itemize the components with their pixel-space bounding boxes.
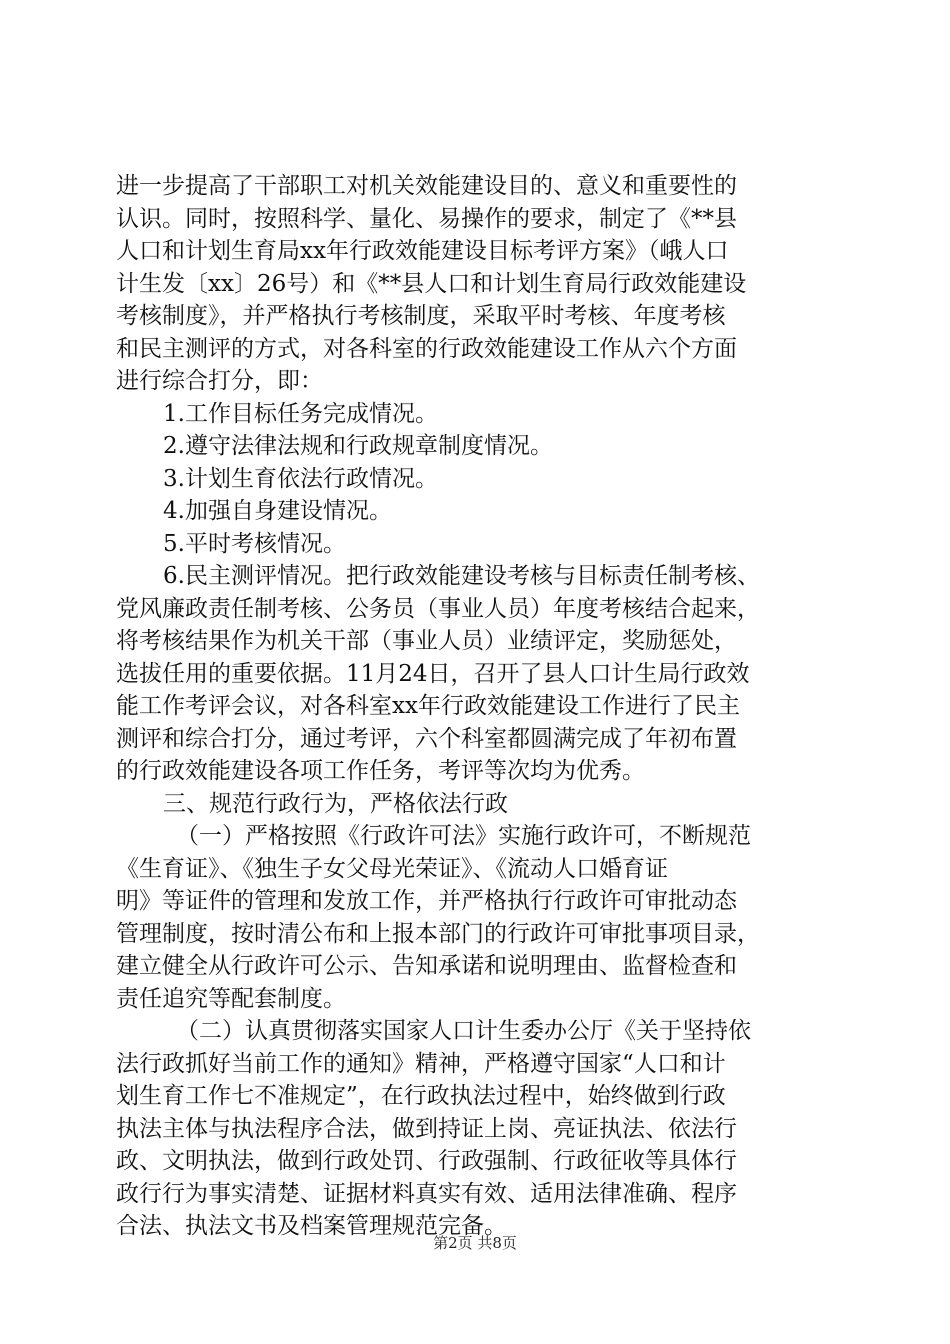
text-line: 明》等证件的管理和发放工作，并严格执行行政许可审批动态	[116, 888, 737, 914]
text-line: 执法主体与执法程序合法，做到持证上岗、亮证执法、依法行	[116, 1115, 737, 1142]
text-line: 建立健全从行政许可公示、告知承诺和说明理由、监督检查和	[116, 953, 737, 979]
text-line: 人口和计划生育局xx年行政效能建设目标考评方案》（峨人口	[116, 238, 729, 264]
text-line: 认识。同时，按照科学、量化、易操作的要求，制定了《**县	[116, 205, 737, 232]
text-line: 《生育证》、《独生子女父母光荣证》、《流动人口婚育证	[116, 855, 668, 882]
text-line: 党风廉政责任制考核、公务员（事业人员）年度考核结合起来，	[116, 595, 760, 622]
text-line: 政行行为事实清楚、证据材料真实有效、适用法律准确、程序	[116, 1180, 737, 1207]
paragraph-start: （一）严格按照《行政许可法》实施行政许可，不断规范	[176, 823, 751, 849]
section-heading: 三、规范行政行为，严格依法行政	[163, 790, 508, 817]
text-line: 管理制度，按时清公布和上报本部门的行政许可审批事项目录，	[116, 920, 760, 947]
text-line: 法行政抓好当前工作的通知》精神，严格遵守国家“人口和计	[116, 1050, 726, 1077]
list-item: 5.平时考核情况。	[163, 530, 346, 557]
list-item: 1.工作目标任务完成情况。	[163, 400, 438, 427]
text-line: 进一步提高了干部职工对机关效能建设目的、意义和重要性的	[116, 173, 737, 199]
text-line: 进行综合打分，即：	[116, 368, 323, 394]
text-line: 和民主测评的方式，对各科室的行政效能建设工作从六个方面	[116, 335, 737, 362]
list-item: 4.加强自身建设情况。	[163, 498, 392, 524]
list-item: 2.遵守法律法规和行政规章制度情况。	[163, 433, 553, 459]
text-line: 考核制度》，并严格执行考核制度，采取平时考核、年度考核	[116, 303, 726, 329]
paragraph-start: （二）认真贯彻落实国家人口计生委办公厅《关于坚持依	[176, 1018, 751, 1044]
text-line: 能工作考评会议，对各科室xx年行政效能建设工作进行了民主	[116, 693, 740, 719]
text-line: 合法、执法文书及档案管理规范完备。	[116, 1213, 507, 1239]
list-item: 6.民主测评情况。把行政效能建设考核与目标责任制考核、	[163, 563, 760, 589]
text-line: 的行政效能建设各项工作任务，考评等次均为优秀。	[116, 758, 645, 784]
text-line: 责任追究等配套制度。	[116, 985, 346, 1012]
text-line: 选拔任用的重要依据。11月24日，召开了县人口计生局行政效	[116, 660, 750, 687]
document-body	[116, 170, 838, 1243]
text-line: 划生育工作七不准规定”，在行政执法过程中，始终做到行政	[116, 1083, 726, 1109]
list-item: 3.计划生育依法行政情况。	[163, 465, 438, 492]
page-number-footer: 第2页 共8页	[433, 1234, 517, 1252]
text-line: 政、文明执法，做到行政处罚、行政强制、行政征收等具体行	[116, 1148, 737, 1174]
text-line: 计生发〔xx〕26号）和《**县人口和计划生育局行政效能建设	[116, 270, 747, 297]
text-line: 将考核结果作为机关干部（事业人员）业绩评定，奖励惩处，	[116, 628, 737, 654]
text-line: 测评和综合打分，通过考评，六个科室都圆满完成了年初布置	[116, 725, 737, 752]
